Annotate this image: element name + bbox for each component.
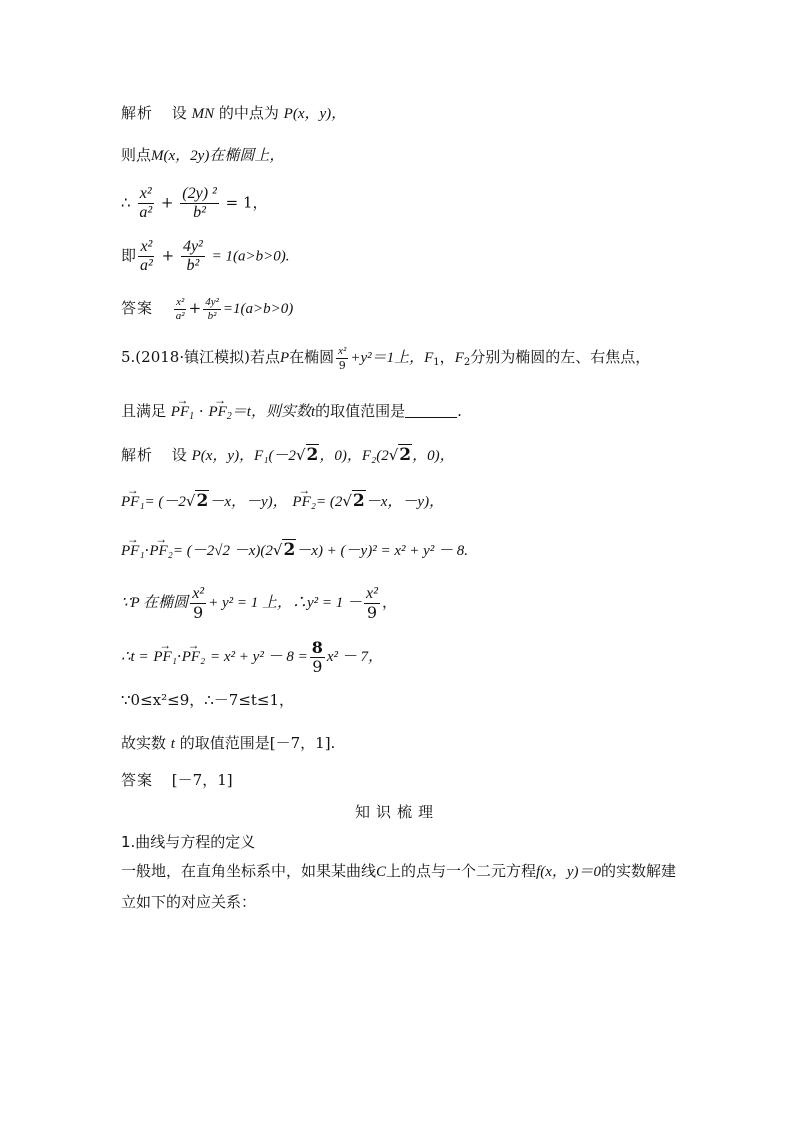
sol1-line1: 解析 设 MN 的中点为 P(x，y)， [121,104,347,122]
vector-pf1: → PF₁ [153,638,177,676]
sqrt-2: √2 [388,445,412,465]
problem5-line1: 5.(2018·镇江模拟)若点P在椭圆 $\frac{\text{x²}}{9}$ +y²＝1上，$F_1$，$F_2$分别为椭圆的左、右焦点， [121,344,651,372]
fraction: $\frac{\text{x²}}{\text{a²}}$ [175,295,185,322]
fraction: $\frac{\text{x²}}{\text{a²}}$ [140,238,153,274]
fraction: $\frac{\text{x²}}{9}$ [338,344,347,372]
fraction: $\frac{\text{x²}}{\text{a²}}$ [139,185,153,221]
fraction: $\frac{\text{x²}}{9}$ [192,584,205,622]
sol1-line3: ∴ $\frac{\text{x²}}{\text{a²}}$ + $\frac{\text{(2y) ²}}{\text{b²}}$ = 1， [121,185,268,221]
label-daan: 答案 [121,299,154,317]
label-daan: 答案 [121,771,154,789]
vector-pf2: → PF₂ [182,638,206,676]
vector-pf1: → $PF_1$ [171,402,194,427]
sol1-answer: 答案 $\frac{\text{x²}}{\text{a²}}$ + $\frac{\text{4y²}}{\text{b²}}$ =1(a>b>0) [121,295,294,322]
sol2-line6: ∵0≤x²≤9，∴－7≤t≤1， [121,691,295,709]
sol1-line4: 即 $\frac{\text{x²}}{\text{a²}}$ + $\frac{\text{4y²}}{\text{b²}}$ = 1(a>b>0). [121,238,290,274]
definition-paragraph: 一般地，在直角坐标系中，如果某曲线C上的点与一个二元方程f(x，y)＝0的实数解建立如下的对应关系： [121,862,677,911]
sqrt-2: √2 [342,491,365,511]
sqrt-2: √2 [295,445,319,465]
sol2-line2: → PF₁= (－2√2－x，－y)， → PF₂= (2√2－x，－y)， [121,490,444,512]
vector-pf1: → PF₁ [121,492,145,512]
fraction: $\frac{\text{4y²}}{\text{b²}}$ [182,238,203,274]
vector-pf1: → PF₁ [121,541,145,561]
sol1-line2: 则点M(x，2y)在椭圆上， [121,146,285,164]
label-jiexi: 解析 [121,446,154,464]
sqrt-2: √2 [272,540,296,560]
fraction: $\frac{\text{(2y) ²}}{\text{b²}}$ [182,185,217,221]
sqrt-2: √2 [185,491,209,511]
vector-pf2: → $PF_2$ [208,402,231,427]
problem5-line2: 且满足 → $PF_1$ · → $PF_2=t$，则实数t的取值范围是 . [121,401,462,427]
label-jiexi: 解析 [121,104,154,122]
fraction: $\frac{8}{9}$ [311,637,323,676]
section-heading: 1.曲线与方程的定义 [121,833,256,851]
sol2-line4: ∵P 在椭圆 $\frac{\text{x²}}{9}$ + y² = 1 上，∴y² = 1 － $\frac{\text{x²}}{9}$ ， [121,584,397,622]
fraction: $\frac{\text{4y²}}{\text{b²}}$ [205,295,219,322]
vector-pf2: → PF₂ [149,541,173,561]
answer-blank [405,403,457,418]
sol2-answer: 答案 [－7，1] [121,771,233,789]
vector-pf2: → PF₂ [292,492,316,512]
fraction: $\frac{\text{x²}}{9}$ [366,584,378,622]
sol2-line5: ∴t = → PF₁·→ PF₂ = x² + y² － 8 = $\frac{8}{9}$ x² － 7， [121,637,383,676]
sol2-line1: 解析 设 P(x，y)，F₁(－2√2，0)，F₂(2√2，0)， [121,445,455,465]
section-title: 知识梳理 [354,803,439,821]
sol2-line7: 故实数 t 的取值范围是[－7，1]. [121,734,336,752]
sol2-line3: → PF₁·→ PF₂= (－2√2 －x)(2√2－x) + (－y)² = x² + y² － 8. [121,539,468,561]
